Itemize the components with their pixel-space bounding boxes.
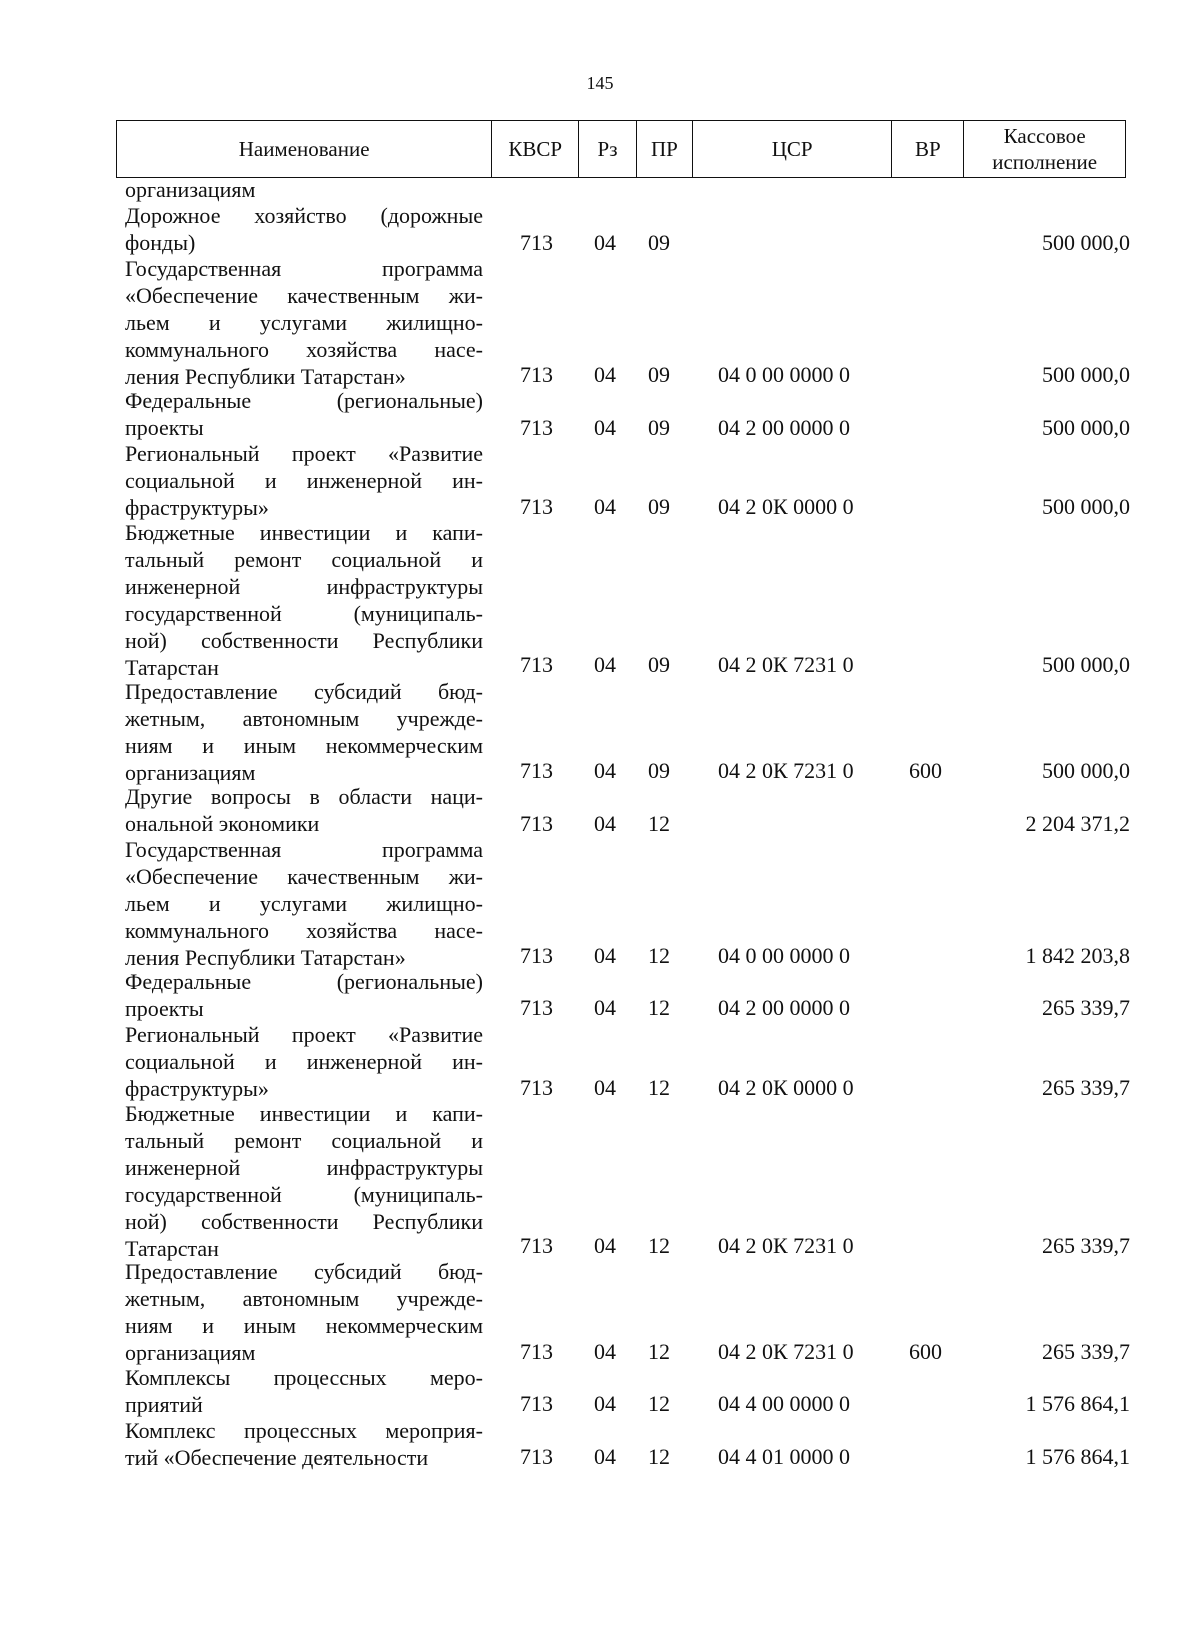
row-name-line: льем и услугами жилищно- — [125, 310, 483, 336]
row-csr: 04 4 00 0000 0 — [718, 1391, 850, 1417]
row-name — [125, 968, 483, 1022]
row-name-line: тальный ремонт социальной и — [125, 1128, 483, 1153]
row-name-line: Комплексы процессных меро- — [125, 1365, 483, 1390]
row-name-line: инженерной инфраструктуры — [125, 574, 483, 600]
row-name-line: коммунального хозяйства насе- — [125, 337, 483, 363]
row-vr: 600 — [909, 757, 942, 783]
row-name-line: Федеральные (региональные) — [125, 388, 483, 414]
row-name-line: приятий — [125, 1392, 203, 1417]
row-pr: 09 — [648, 229, 670, 255]
row-name-line: ной) собственности Республики — [125, 1209, 483, 1234]
row-name — [125, 783, 483, 837]
row-rz: 04 — [594, 652, 616, 678]
row-kvsr: 713 — [520, 942, 553, 968]
header-rz: Рз — [579, 121, 637, 177]
row-pr: 12 — [648, 995, 670, 1021]
row-name-line: Государственная программа — [125, 256, 483, 282]
row-kassovoe-ispolnenie: 500 000,0 — [1042, 229, 1130, 255]
row-name — [125, 519, 483, 681]
row-name-line: тий «Обеспечение деятельности — [125, 1444, 429, 1470]
row-pr: 09 — [648, 652, 670, 678]
row-name-line: организациям — [125, 759, 256, 785]
row-name-line: государственной (муниципаль- — [125, 601, 483, 627]
row-kvsr: 713 — [520, 652, 553, 678]
row-rz: 04 — [594, 810, 616, 836]
row-pr: 12 — [648, 1338, 670, 1364]
row-kvsr: 713 — [520, 757, 553, 783]
row-name — [125, 1100, 483, 1262]
row-name-line: Региональный проект «Развитие — [125, 441, 483, 466]
row-kvsr: 713 — [520, 1338, 553, 1364]
row-name-line: государственной (муниципаль- — [125, 1182, 483, 1207]
row-name-line: ления Республики Татарстан» — [125, 945, 406, 970]
row-kassovoe-ispolnenie: 500 000,0 — [1042, 757, 1130, 783]
row-rz: 04 — [594, 493, 616, 519]
row-name-line: Государственная программа — [125, 837, 483, 862]
row-csr: 04 4 01 0000 0 — [718, 1444, 850, 1470]
row-csr: 04 2 0К 7231 0 — [718, 757, 854, 783]
row-name — [125, 202, 483, 256]
header-vr: ВР — [892, 121, 964, 177]
row-name-line: Региональный проект «Развитие — [125, 1021, 483, 1047]
row-pr: 12 — [648, 1074, 670, 1100]
row-csr: 04 0 00 0000 0 — [718, 361, 850, 387]
row-name-line: проекты — [125, 996, 204, 1021]
header-kvsr: КВСР — [492, 121, 579, 177]
row-kassovoe-ispolnenie: 265 339,7 — [1042, 1233, 1130, 1258]
row-kvsr: 713 — [520, 1444, 553, 1470]
row-pr: 09 — [648, 361, 670, 387]
row-csr: 04 2 0К 7231 0 — [718, 1338, 854, 1364]
row-name-line: Татарстан — [125, 655, 219, 681]
row-name — [125, 1417, 483, 1471]
header-pr: ПР — [637, 121, 693, 177]
row-name — [125, 836, 483, 971]
row-rz: 04 — [594, 361, 616, 387]
row-name-line: проекты — [125, 415, 204, 441]
row-name — [125, 387, 483, 441]
row-name-line: «Обеспечение качественным жи- — [125, 864, 483, 889]
header-csr: ЦСР — [693, 121, 893, 177]
row-kvsr: 713 — [520, 1233, 553, 1258]
row-name-line: ления Республики Татарстан» — [125, 364, 406, 390]
row-kassovoe-ispolnenie: 1 576 864,1 — [1025, 1444, 1130, 1470]
header-kass-line1: Кассовое — [1003, 124, 1086, 148]
row-kassovoe-ispolnenie: 500 000,0 — [1042, 414, 1130, 440]
row-name-line: Дорожное хозяйство (дорожные — [125, 203, 483, 229]
row-kassovoe-ispolnenie: 2 204 371,2 — [1025, 810, 1130, 836]
row-kassovoe-ispolnenie: 500 000,0 — [1042, 361, 1130, 387]
row-kassovoe-ispolnenie: 500 000,0 — [1042, 652, 1130, 678]
row-name-line: Федеральные (региональные) — [125, 969, 483, 994]
row-pr: 12 — [648, 1233, 670, 1258]
row-kassovoe-ispolnenie: 265 339,7 — [1042, 995, 1130, 1021]
row-rz: 04 — [594, 1338, 616, 1364]
row-kvsr: 713 — [520, 414, 553, 440]
row-kvsr: 713 — [520, 361, 553, 387]
row-name-line: Бюджетные инвестиции и капи- — [125, 520, 483, 546]
row-rz: 04 — [594, 1074, 616, 1100]
row-name — [125, 678, 483, 786]
row-name-line: ниям и иным некоммерческим — [125, 732, 483, 758]
row-rz: 04 — [594, 1233, 616, 1258]
row-name-line: тальный ремонт социальной и — [125, 547, 483, 573]
row-pr: 12 — [648, 810, 670, 836]
row-name-line: коммунального хозяйства насе- — [125, 918, 483, 943]
row-rz: 04 — [594, 942, 616, 968]
row-name-line: Предоставление субсидий бюд- — [125, 1259, 483, 1285]
row-pr: 09 — [648, 493, 670, 519]
row-kassovoe-ispolnenie: 265 339,7 — [1042, 1338, 1130, 1364]
row-name — [125, 255, 483, 390]
row-name — [125, 176, 483, 203]
row-name-line: «Обеспечение качественным жи- — [125, 283, 483, 309]
row-name-line: Предоставление субсидий бюд- — [125, 678, 483, 704]
row-name-line: льем и услугами жилищно- — [125, 891, 483, 916]
row-pr: 12 — [648, 1444, 670, 1470]
header-kass-line2: исполнение — [992, 150, 1098, 174]
row-kassovoe-ispolnenie: 1 576 864,1 — [1025, 1391, 1130, 1417]
row-rz: 04 — [594, 1444, 616, 1470]
row-kvsr: 713 — [520, 1391, 553, 1417]
row-rz: 04 — [594, 757, 616, 783]
row-csr: 04 2 00 0000 0 — [718, 995, 850, 1021]
row-name-line: инженерной инфраструктуры — [125, 1155, 483, 1180]
row-pr: 12 — [648, 1391, 670, 1417]
row-name-line: жетным, автономным учрежде- — [125, 705, 483, 731]
row-rz: 04 — [594, 995, 616, 1021]
row-name-line: Другие вопросы в области наци- — [125, 784, 483, 810]
row-csr: 04 2 0К 0000 0 — [718, 1074, 854, 1100]
row-kvsr: 713 — [520, 229, 553, 255]
row-name-line: фонды) — [125, 230, 196, 256]
row-name-line: фраструктуры» — [125, 1075, 269, 1101]
row-name — [125, 1021, 483, 1102]
row-pr: 12 — [648, 942, 670, 968]
row-rz: 04 — [594, 229, 616, 255]
row-vr: 600 — [909, 1338, 942, 1364]
row-kvsr: 713 — [520, 493, 553, 519]
row-name-line: Комплекс процессных мероприя- — [125, 1417, 483, 1443]
row-name-line: организациям — [125, 177, 256, 202]
row-name — [125, 1364, 483, 1418]
row-name-line: социальной и инженерной ин- — [125, 1048, 483, 1074]
row-kassovoe-ispolnenie: 500 000,0 — [1042, 493, 1130, 519]
row-pr: 09 — [648, 414, 670, 440]
row-pr: 09 — [648, 757, 670, 783]
row-name — [125, 440, 483, 521]
row-rz: 04 — [594, 1391, 616, 1417]
row-kassovoe-ispolnenie: 265 339,7 — [1042, 1074, 1130, 1100]
row-kvsr: 713 — [520, 1074, 553, 1100]
row-csr: 04 2 0К 7231 0 — [718, 652, 854, 678]
row-csr: 04 2 0К 0000 0 — [718, 493, 854, 519]
row-csr: 04 2 00 0000 0 — [718, 414, 850, 440]
row-name — [125, 1258, 483, 1366]
page-number: 145 — [586, 73, 614, 93]
row-kvsr: 713 — [520, 810, 553, 836]
row-kvsr: 713 — [520, 995, 553, 1021]
row-name-line: ниям и иным некоммерческим — [125, 1313, 483, 1339]
row-name-line: фраструктуры» — [125, 495, 269, 520]
row-csr: 04 0 00 0000 0 — [718, 942, 850, 968]
row-rz: 04 — [594, 414, 616, 440]
row-csr: 04 2 0К 7231 0 — [718, 1233, 854, 1258]
row-name-line: организациям — [125, 1340, 256, 1366]
header-name: Наименование — [117, 121, 492, 177]
row-name-line: Бюджетные инвестиции и капи- — [125, 1101, 483, 1126]
row-name-line: жетным, автономным учрежде- — [125, 1286, 483, 1312]
row-name-line: ональной экономики — [125, 811, 320, 837]
row-kassovoe-ispolnenie: 1 842 203,8 — [1025, 942, 1130, 968]
row-name-line: Татарстан — [125, 1236, 219, 1261]
row-name-line: социальной и инженерной ин- — [125, 468, 483, 493]
row-name-line: ной) собственности Республики — [125, 628, 483, 654]
